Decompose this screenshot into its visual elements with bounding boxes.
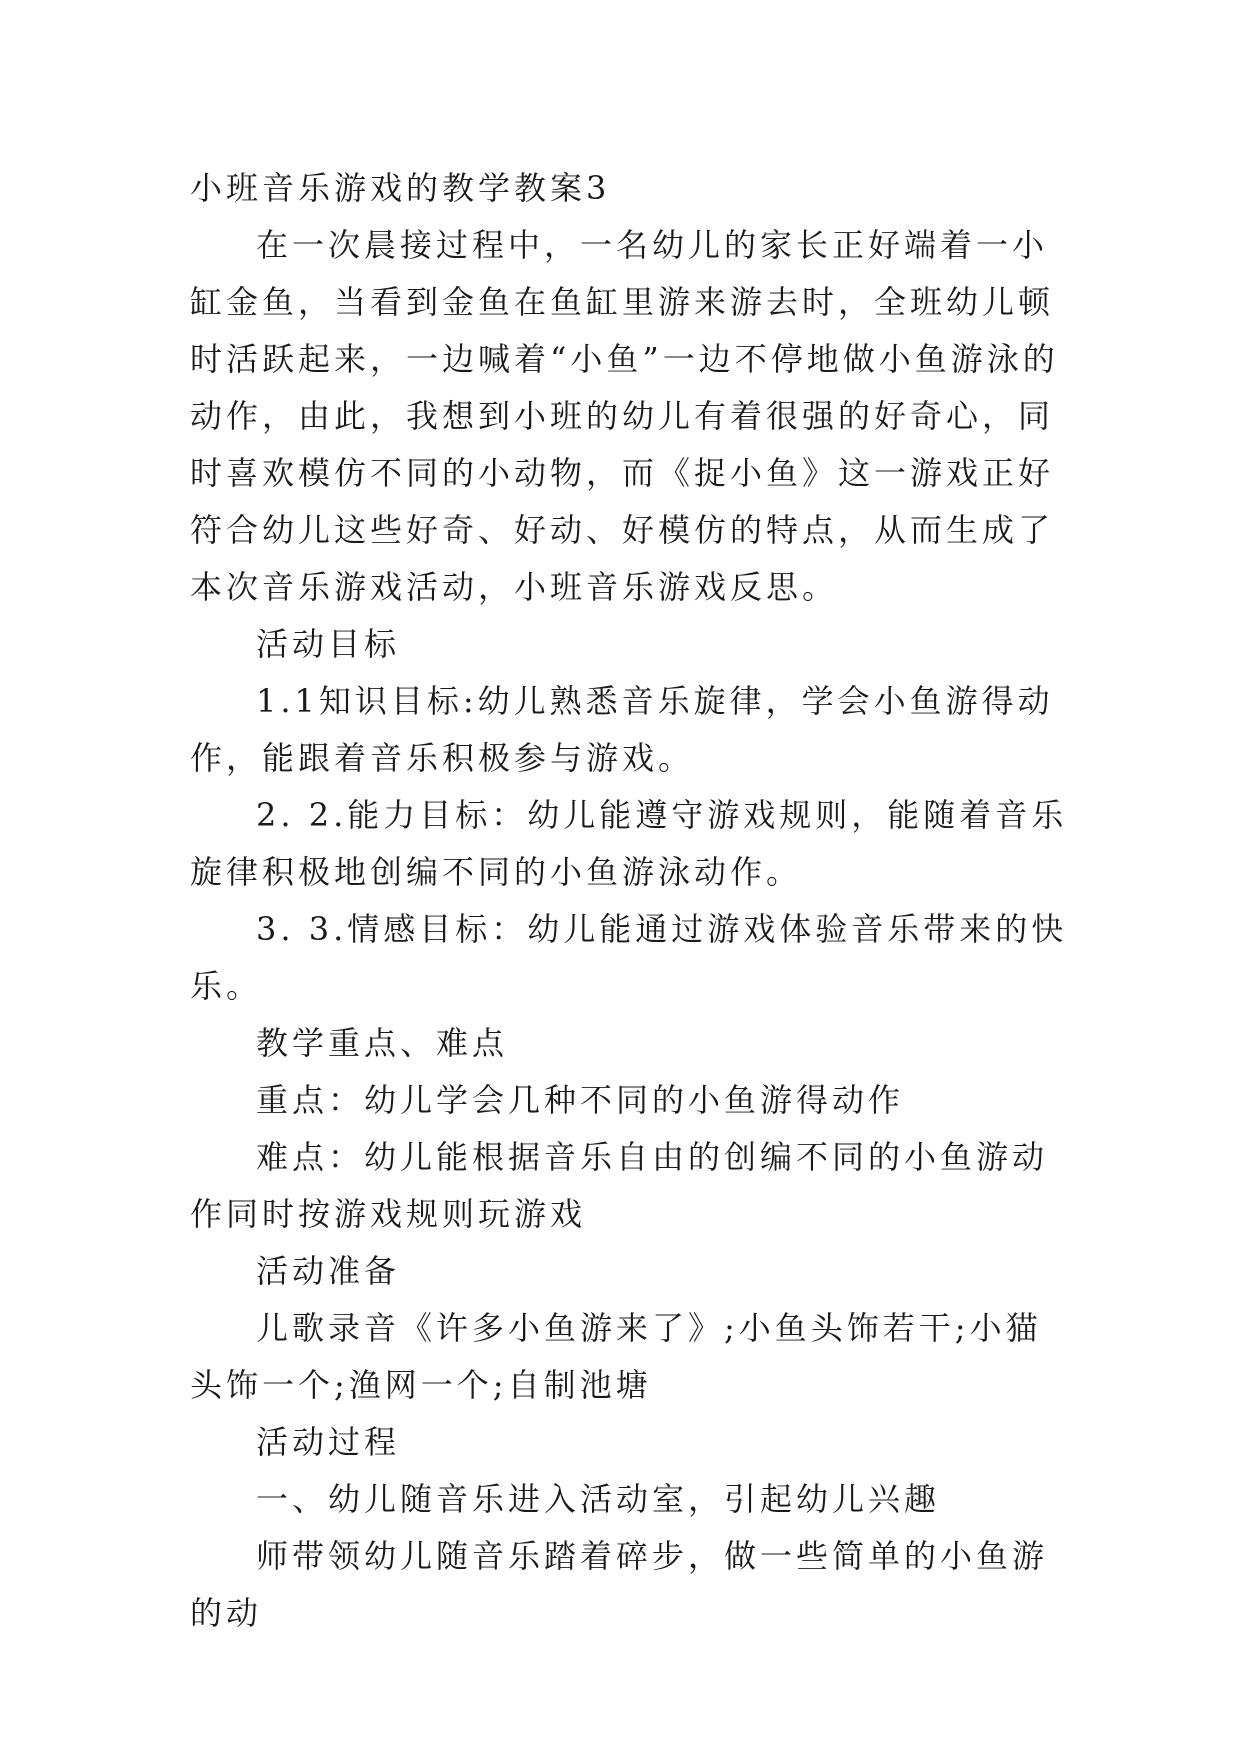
key-point: 重点：幼儿学会几种不同的小鱼游得动作 — [256, 1081, 905, 1119]
difficult-point: 难点：幼儿能根据音乐自由的创编不同的小鱼游动作同时按游戏规则玩游戏 — [190, 1138, 1049, 1233]
process-step-one-detail: 师带领幼儿随音乐踏着碎步，做一些简单的小鱼游的动 — [190, 1537, 1049, 1632]
heading-key-difficult-points: 教学重点、难点 — [256, 1024, 509, 1062]
document-body — [190, 160, 1070, 1642]
goal-emotion: 3. 3.情感目标：幼儿能通过游戏体验音乐带来的快乐。 — [190, 910, 1068, 1005]
heading-activity-goals: 活动目标 — [256, 625, 401, 663]
document-title: 小班音乐游戏的教学教案3 — [190, 169, 611, 207]
goal-knowledge: 1.1知识目标:幼儿熟悉音乐旋律，学会小鱼游得动作，能跟着音乐积极参与游戏。 — [190, 682, 1054, 777]
goal-ability: 2. 2.能力目标：幼儿能遵守游戏规则，能随着音乐旋律积极地创编不同的小鱼游泳动作。 — [190, 796, 1068, 891]
process-step-one: 一、幼儿随音乐进入活动室，引起幼儿兴趣 — [256, 1480, 941, 1518]
preparation-materials: 儿歌录音《许多小鱼游来了》;小鱼头饰若干;小猫头饰一个;渔网一个;自制池塘 — [190, 1309, 1042, 1404]
heading-activity-preparation: 活动准备 — [256, 1252, 401, 1290]
paragraph-intro: 在一次晨接过程中，一名幼儿的家长正好端着一小缸金鱼，当看到金鱼在鱼缸里游来游去时，全班幼儿顿时活跃起来，一边喊着“小鱼”一边不停地做小鱼游泳的动作，由此，我想到小班的幼儿有着很强的好奇心，同时喜欢模仿不同的小动物，而《捉小鱼》这一游戏正好符合幼儿这些好奇、好动、好模仿的特点，从而生成了本次音乐游戏活动，小班音乐游戏反思。 — [190, 226, 1059, 606]
heading-activity-process: 活动过程 — [256, 1423, 401, 1461]
